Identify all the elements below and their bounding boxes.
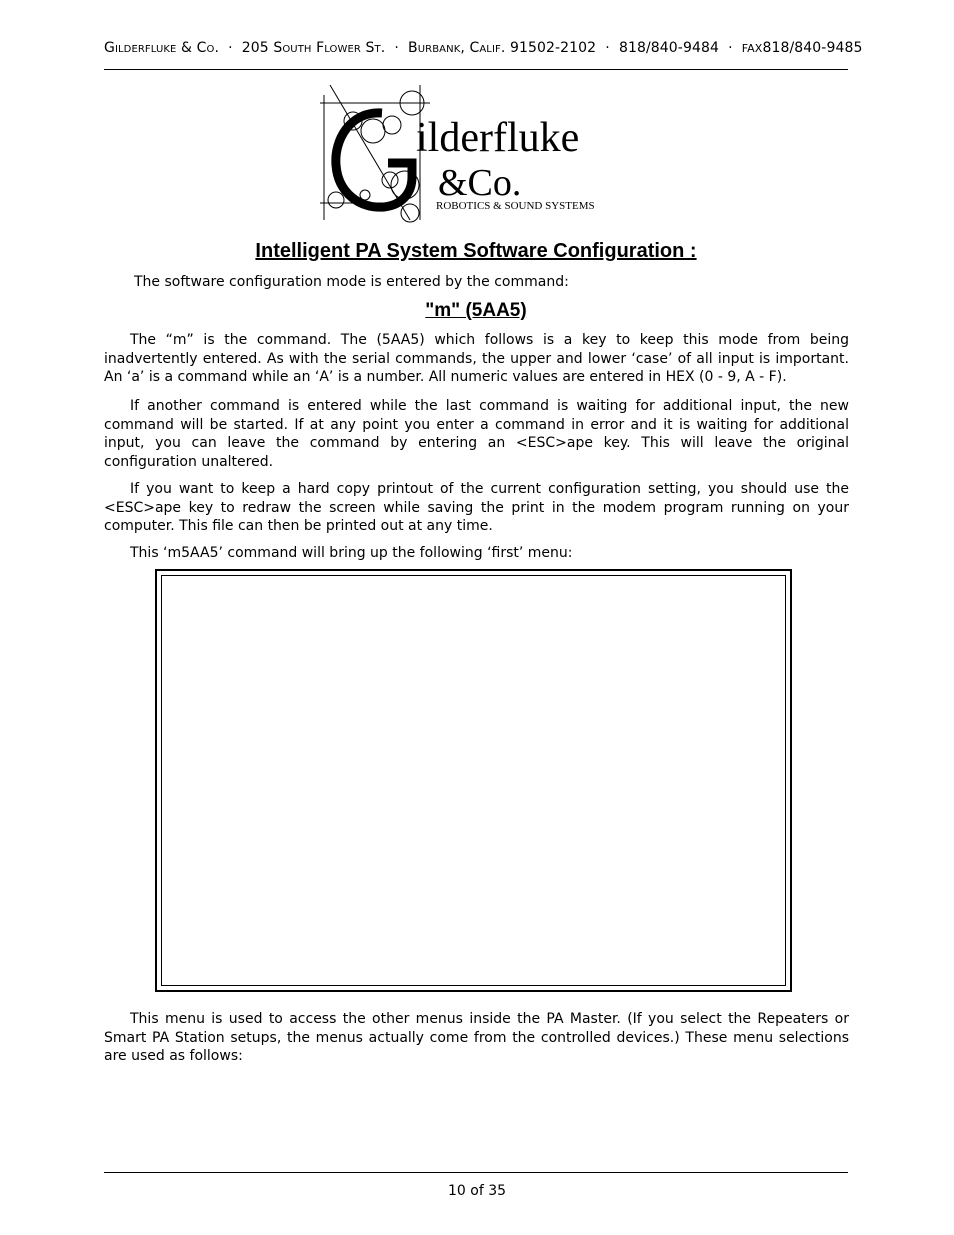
company-logo [320, 85, 632, 225]
street-address: 205 South Flower St. [241, 40, 386, 56]
paragraph-first-menu: This ‘m5AA5’ command will bring up the following ‘first’ menu: [130, 545, 573, 561]
page-header: Gilderfluke & Co. · 205 South Flower St. · Burbank, Calif. 91502-2102 · 818/840-9484 · FAX818/840-9485 [104, 40, 863, 56]
fax-label: FAX [741, 42, 763, 55]
logo-name: ilderfluke [416, 115, 580, 161]
paragraph-command-interrupt: If another command is entered while the last command is waiting for additional input, the new command will be started. If at any point you enter a command in error and it is waiting for additional input, you can leave the command by entering an <ESC>ape key. This will leave the original configuration unaltered. [104, 398, 849, 470]
company-suffix: & Co. [181, 40, 219, 56]
footer-rule [104, 1172, 848, 1173]
logo-graphic [320, 85, 632, 225]
intro-text: The software configuration mode is entered by the command: [134, 274, 569, 290]
city-address: Burbank, Calif. 91502-2102 [408, 40, 597, 56]
logo-tagline: ROBOTICS & SOUND SYSTEMS [436, 200, 595, 212]
menu-screenshot-area [161, 575, 786, 986]
paragraph-printout: If you want to keep a hard copy printout of the current configuration setting, you should use the <ESC>ape key to redraw the screen while saving the print in the modem program running on your computer. This file can then be printed out at any time. [104, 481, 849, 535]
phone-number: 818/840-9484 [618, 40, 719, 56]
paragraph-command-explanation: The “m” is the command. The (5AA5) which follows is a key to keep this mode from being inadvertently entered. As with the serial commands, the upper and lower ‘case’ of all input is important. An ‘a’ is a command while an ‘A’ is a number. All numeric values are entered in HEX (0 - 9, A - F). [104, 332, 849, 386]
page-number: 10 of 35 [447, 1183, 507, 1199]
company-name: Gilderfluke [104, 40, 177, 56]
paragraph-menu-usage: This menu is used to access the other menus inside the PA Master. (If you select the Repeaters or Smart PA Station setups, the menus actually come from the controlled devices.) These menu selections are used as follows: [104, 1011, 849, 1065]
header-rule [104, 69, 848, 70]
menu-screenshot-frame [155, 569, 792, 992]
page-title: Intelligent PA System Software Configuration : [255, 240, 697, 262]
fax-number: 818/840-9485 [762, 40, 863, 56]
command-heading: "m" (5AA5) [425, 300, 527, 321]
logo-co: &Co. [438, 162, 522, 204]
